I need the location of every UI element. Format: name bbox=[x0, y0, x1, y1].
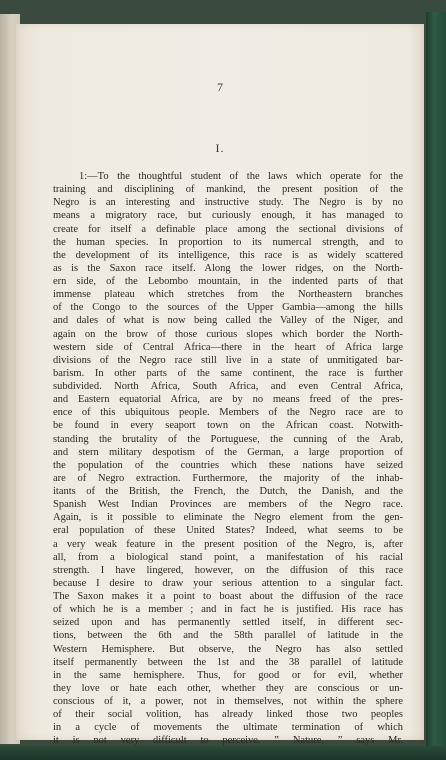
text-line: itself permanently between the 1st and the 38 parallel of latitude bbox=[53, 656, 403, 668]
text-line: training and disciplining of mankind, the present position of the bbox=[53, 184, 403, 196]
text-line: western side of Central Africa—there in the heart of Africa large bbox=[53, 341, 403, 353]
text-line: be found in every seaport town on the African coast. Notwith- bbox=[53, 420, 403, 432]
text-line: because I desire to draw your serious attention to a singular fact. bbox=[53, 577, 403, 589]
text-line: standing the brutality of the Portuguese, the cunning of the Arab, bbox=[53, 433, 403, 445]
text-line: the population of the countries which these nations have seized bbox=[53, 459, 403, 471]
text-line: The Saxon makes it a point to boast about the diffusion of the race bbox=[53, 591, 403, 602]
text-line: create for itself a definable place among the sectional divisions of bbox=[53, 223, 403, 235]
body-paragraph bbox=[53, 170, 403, 748]
text-line: conscious of it, a power, not in themselves, not within the sphere bbox=[53, 696, 403, 707]
text-line: are of Negro extraction. Furthermore, the majority of the inhab- bbox=[53, 472, 403, 484]
text-line: they love or hate each other, whether they are conscious or un- bbox=[53, 682, 403, 694]
text-line: in the same hemisphere. Thus, for good or for evil, whether bbox=[53, 669, 403, 681]
text-line: strength. I have lingered, however, on the diffusion of this race bbox=[53, 564, 403, 576]
book-page bbox=[16, 24, 424, 747]
text-line: and dales of what is now being called the Valley of the Niger, and bbox=[53, 315, 403, 327]
text-line: again on the brow of those curious slopes which border the North- bbox=[53, 328, 403, 340]
text-line: seized upon and has permanently settled itself, in different sec- bbox=[53, 617, 403, 629]
text-line: Western Hemisphere. But observe, the Negro has also settled bbox=[53, 643, 403, 655]
text-line: as is the Saxon race itself. Along the lower ridges, on the North- bbox=[53, 262, 403, 274]
book-binding-edge bbox=[426, 12, 446, 752]
text-line: tions, between the 6th and the 58th parallel of latitude in the bbox=[53, 630, 403, 642]
text-line: a very weak feature in the present position of the Negro, is, after bbox=[53, 538, 403, 550]
text-line: ence of this ubiquitous people. Members of the Negro race are to bbox=[53, 407, 403, 419]
text-line: of their social volition, has already linked those two peoples bbox=[53, 709, 403, 721]
text-line: divisions of the Negro race still live in a state of unmitigated bar- bbox=[53, 354, 403, 366]
text-line: means a migratory race, but curiously enough, it has managed to bbox=[53, 210, 403, 222]
text-line: in a cycle of movements the ultimate termination of which bbox=[53, 722, 403, 734]
text-line: 1:—To the thoughtful student of the laws which operate for the bbox=[79, 171, 403, 182]
text-line: itants of the British, the French, the Dutch, the Danish, and the bbox=[53, 486, 403, 497]
text-line: barism. In other parts of the same continent, the race is further bbox=[53, 367, 403, 379]
text-line: Again, is it possible to eliminate the Negro element from the gen- bbox=[53, 512, 403, 524]
text-line: of which he is a member ; and in fact he is justified. His race has bbox=[53, 604, 403, 616]
text-line: the development of its intelligence, this race is as widely scattered bbox=[53, 249, 403, 261]
section-heading: I. bbox=[215, 141, 225, 155]
text-line: eral population of these United States? Indeed, what seems to be bbox=[53, 525, 403, 537]
page-number: 7 bbox=[217, 80, 223, 94]
text-line: ern side, of the Lebombo mountain, in the indented parts of that bbox=[53, 276, 403, 287]
text-line: immense plateau which stretches from the Northeastern branches bbox=[53, 289, 403, 301]
text-line: all, from a biological stand point, a manifestation of his racial bbox=[53, 551, 403, 563]
text-line: subdivided. North Africa, South Africa, and even Central Africa, bbox=[53, 381, 403, 392]
text-line: it is not very difficult to perceive. ‟ Nature, ” says Mr. bbox=[53, 735, 403, 747]
text-line: Spanish West Indian Provinces are members of the Negro race. bbox=[53, 499, 403, 511]
text-line: and stern military despotism of the German, a large proportion of bbox=[53, 446, 403, 458]
book-cover-bottom bbox=[0, 746, 446, 760]
text-line: the human species. In proportion to its numercal strength, and to bbox=[53, 236, 403, 248]
text-line: and Eastern equatorial Africa, are by no means freed of the pres- bbox=[53, 394, 403, 406]
text-line: Negro is an interesting and instructive study. The Negro is by no bbox=[53, 197, 403, 209]
text-line: of the Congo to the sources of the Upper Gambia—among the hills bbox=[53, 302, 403, 314]
